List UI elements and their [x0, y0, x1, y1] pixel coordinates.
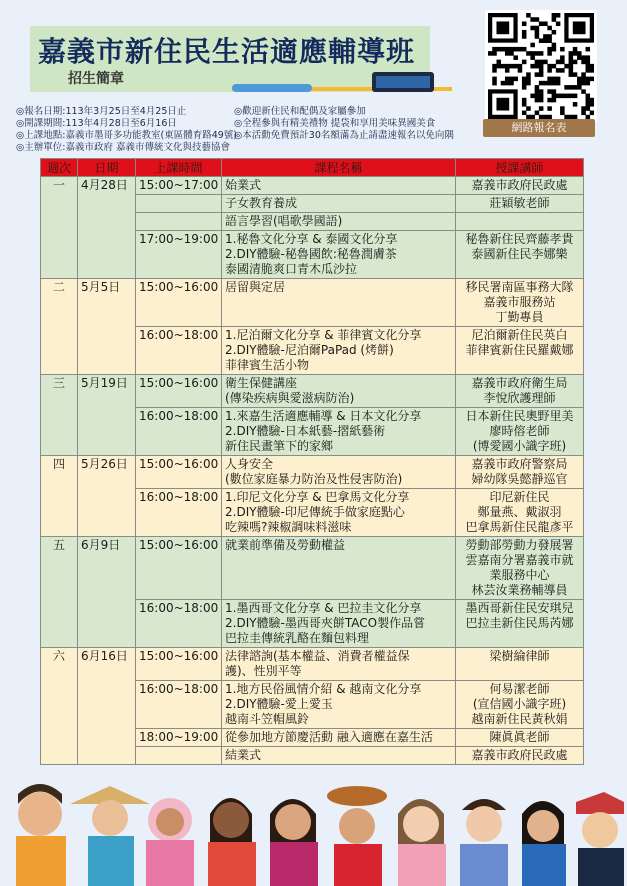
info-right — [234, 106, 454, 142]
week-cell: 六 — [41, 648, 78, 765]
person-illustration — [0, 784, 627, 886]
time-cell: 15:00~16:00 — [136, 375, 222, 408]
course-cell: 1.地方民俗風情介紹 & 越南文化分享 2.DIY體驗-愛上愛玉 越南斗笠帽風鈴 — [222, 681, 456, 729]
time-cell: 16:00~18:00 — [136, 681, 222, 729]
week-cell: 五 — [41, 537, 78, 648]
course-cell: 1.墨西哥文化分享 & 巴拉圭文化分享 2.DIY體驗-墨西哥夾餅TACO製作品嘗 巴拉圭傳統乳酪在麵包料理 — [222, 600, 456, 648]
course-cell: 1.尼泊爾文化分享 & 菲律賓文化分享 2.DIY體驗-尼泊爾PaPad (烤餅) 菲律賓生活小物 — [222, 327, 456, 375]
teacher-cell: 勞動部勞動力發展署 雲嘉南分署嘉義市就 業服務中心 林芸汝業務輔導員 — [456, 537, 584, 600]
date-cell: 4月28日 — [78, 177, 136, 279]
course-cell: 1.來嘉生活適應輔導 & 日本文化分享 2.DIY體驗-日本紙藝-摺紙藝術 新住民畫筆下的家鄉 — [222, 408, 456, 456]
week-cell: 二 — [41, 279, 78, 375]
header-teacher: 授課講師 — [456, 159, 584, 177]
week-cell: 四 — [41, 456, 78, 537]
teacher-cell: 日本新住民奧野里美 廖時傛老師 (博愛國小識字班) — [456, 408, 584, 456]
teacher-cell: 嘉義市政府衛生局 李悅欣護理師 — [456, 375, 584, 408]
registration-qr-code[interactable] — [485, 10, 597, 122]
time-cell: 16:00~18:00 — [136, 600, 222, 648]
teacher-cell: 墨西哥新住民安琪兒 巴拉圭新住民馬芮娜 — [456, 600, 584, 648]
time-cell: 15:00~16:00 — [136, 279, 222, 327]
time-cell — [136, 195, 222, 213]
teacher-cell — [456, 213, 584, 231]
course-cell: 就業前準備及勞動權益 — [222, 537, 456, 600]
info-line: ◎報名日期:113年3月25日至4月25日止 — [16, 106, 187, 117]
time-cell: 15:00~16:00 — [136, 648, 222, 681]
course-cell: 從參加地方節慶活動 融入適應在嘉生活 — [222, 729, 456, 747]
time-cell: 15:00~16:00 — [136, 537, 222, 600]
page-subtitle: 招生簡章 — [68, 71, 124, 87]
info-line: ◎主辦單位:嘉義市政府 嘉義市傳統文化與技藝協會 — [16, 142, 231, 153]
decorative-pencil-blue — [232, 84, 312, 92]
time-cell: 16:00~18:00 — [136, 408, 222, 456]
teacher-cell: 何易潔老師 (宣信國小識字班) 越南新住民黃秋娟 — [456, 681, 584, 729]
time-cell — [136, 747, 222, 765]
teacher-cell: 嘉義市政府民政處 — [456, 747, 584, 765]
course-cell: 1.秘魯文化分享 & 泰國文化分享 2.DIY體驗-秘魯國飲:秘魯潤膚茶 泰國清脆爽口青木瓜沙拉 — [222, 231, 456, 279]
qr-label: 網路報名表 — [483, 119, 595, 137]
course-cell: 語言學習(唱歌學國語) — [222, 213, 456, 231]
header-week: 週次 — [41, 159, 78, 177]
info-line: ◎上課地點:嘉義市墨哥多功能教室(東區體育路49號) — [16, 130, 237, 141]
page-title: 嘉義市新住民生活適應輔導班 — [38, 35, 416, 68]
time-cell: 16:00~18:00 — [136, 489, 222, 537]
teacher-cell: 嘉義市政府民政處 — [456, 177, 584, 195]
course-cell: 1.印尼文化分享 & 巴拿馬文化分享 2.DIY體驗-印尼傳統手做家庭點心 吃辣嗎?辣椒調味料滋味 — [222, 489, 456, 537]
teacher-cell: 陳眞眞老師 — [456, 729, 584, 747]
info-line: ◎全程參與有精美禮物 提袋和享用美味異國美食 — [234, 118, 436, 129]
teacher-cell: 印尼新住民 鄭量燕、戴淑羽 巴拿馬新住民龍彥平 — [456, 489, 584, 537]
course-cell: 居留與定居 — [222, 279, 456, 327]
teacher-cell: 莊穎敏老師 — [456, 195, 584, 213]
schedule-row — [41, 456, 584, 489]
header-course: 課程名稱 — [222, 159, 456, 177]
course-cell: 子女教育養成 — [222, 195, 456, 213]
header-time: 上課時間 — [136, 159, 222, 177]
teacher-cell: 移民署南區事務大隊 嘉義市服務站 丁勤專員 — [456, 279, 584, 327]
time-cell — [136, 213, 222, 231]
schedule-row — [41, 648, 584, 681]
week-cell: 一 — [41, 177, 78, 279]
week-cell: 三 — [41, 375, 78, 456]
schedule-row — [41, 177, 584, 195]
course-cell: 始業式 — [222, 177, 456, 195]
teacher-cell: 秘魯新住民齊藤孝貴 泰國新住民李娜樂 — [456, 231, 584, 279]
time-cell: 15:00~16:00 — [136, 456, 222, 489]
time-cell: 16:00~18:00 — [136, 327, 222, 375]
illustration-people — [0, 774, 627, 886]
time-cell: 18:00~19:00 — [136, 729, 222, 747]
date-cell: 5月19日 — [78, 375, 136, 456]
course-cell: 結業式 — [222, 747, 456, 765]
schedule-header-row — [41, 159, 584, 177]
date-cell: 6月9日 — [78, 537, 136, 648]
teacher-cell: 尼泊爾新住民英白 菲律賓新住民羅戴娜 — [456, 327, 584, 375]
schedule-body — [41, 177, 584, 765]
schedule-row — [41, 375, 584, 408]
decorative-tablet-icon — [372, 72, 434, 92]
schedule-table — [40, 158, 584, 765]
teacher-cell: 嘉義市政府警察局 婦幼隊吳懿靜巡官 — [456, 456, 584, 489]
time-cell: 15:00~17:00 — [136, 177, 222, 195]
course-cell: 人身安全 (數位家庭暴力防治及性侵害防治) — [222, 456, 456, 489]
date-cell: 5月5日 — [78, 279, 136, 375]
info-line: ◎本活動免費預計30名額滿為止請盡速報名以免向隅 — [234, 130, 454, 141]
date-cell: 5月26日 — [78, 456, 136, 537]
time-cell: 17:00~19:00 — [136, 231, 222, 279]
info-line: ◎歡迎新住民和配偶及家屬參加 — [234, 106, 366, 117]
header-date: 日期 — [78, 159, 136, 177]
info-left — [16, 106, 237, 154]
course-cell: 衛生保健講座 (傳染疾病與愛滋病防治) — [222, 375, 456, 408]
schedule-row — [41, 537, 584, 600]
info-line: ◎開課期間:113年4月28日至6月16日 — [16, 118, 177, 129]
date-cell: 6月16日 — [78, 648, 136, 765]
schedule-row — [41, 279, 584, 327]
teacher-cell: 梁樹綸律師 — [456, 648, 584, 681]
course-cell: 法律諮詢(基本權益、消費者權益保 護)、性別平等 — [222, 648, 456, 681]
